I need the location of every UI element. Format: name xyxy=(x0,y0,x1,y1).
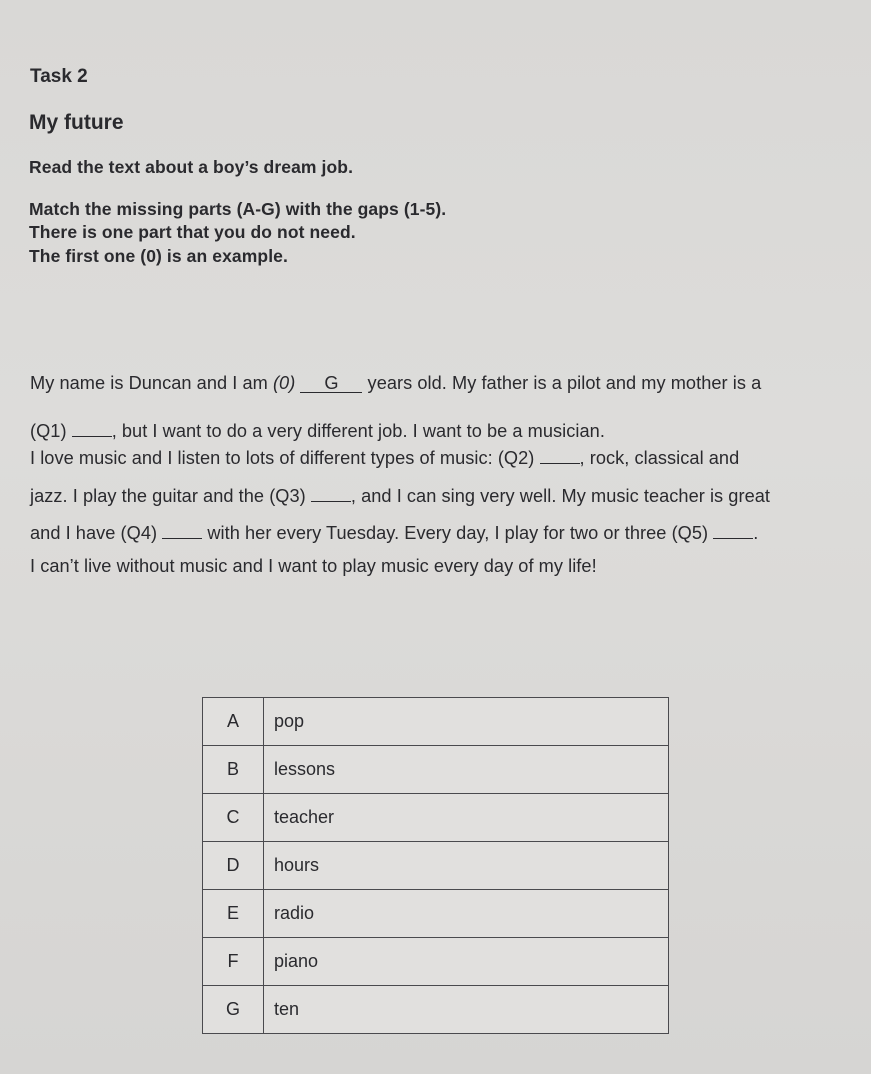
text-line-6: I can’t live without music and I want to play music every day of my life! xyxy=(30,556,597,576)
page-title: My future xyxy=(29,111,124,134)
options-table xyxy=(202,697,669,1034)
option-letter: G xyxy=(203,986,264,1034)
answer-gap-1[interactable] xyxy=(72,419,112,437)
instruction-4: The first one (0) is an example. xyxy=(29,246,288,266)
option-letter: F xyxy=(203,938,264,986)
option-row-c xyxy=(203,794,669,842)
option-word: teacher xyxy=(264,794,669,842)
option-word: lessons xyxy=(264,746,669,794)
option-letter: D xyxy=(203,842,264,890)
option-letter: A xyxy=(203,698,264,746)
option-letter: E xyxy=(203,890,264,938)
gap-label-0: (0) xyxy=(272,373,296,393)
option-word: ten xyxy=(264,986,669,1034)
option-word: piano xyxy=(264,938,669,986)
text-line-5: and I have (Q4) with her every Tuesday. Every day, I play for two or three (Q5) . xyxy=(30,523,759,543)
example-gap: G xyxy=(300,375,362,393)
answer-gap-5[interactable] xyxy=(713,521,753,539)
instruction-3: There is one part that you do not need. xyxy=(29,222,356,242)
answer-gap-4[interactable] xyxy=(162,521,202,539)
option-row-b xyxy=(203,746,669,794)
task-label: Task 2 xyxy=(30,66,88,87)
instruction-2: Match the missing parts (A-G) with the gaps (1-5). xyxy=(29,199,447,219)
gap-label-1: (Q1) xyxy=(30,421,67,441)
answer-gap-3[interactable] xyxy=(311,484,351,502)
text-line-3: I love music and I listen to lots of different types of music: (Q2) , rock, classical and xyxy=(30,448,740,468)
gap-label-3: (Q3) xyxy=(269,486,306,506)
text-line-2: (Q1) , but I want to do a very different job. I want to be a musician. xyxy=(30,421,605,441)
instruction-1: Read the text about a boy’s dream job. xyxy=(29,157,354,177)
option-row-f xyxy=(203,938,669,986)
option-row-d xyxy=(203,842,669,890)
gap-label-4: (Q4) xyxy=(120,523,158,543)
option-word: radio xyxy=(264,890,669,938)
option-letter: C xyxy=(203,794,264,842)
text-line-1: My name is Duncan and I am (0) G years old. My father is a pilot and my mother is a xyxy=(30,373,762,393)
option-word: hours xyxy=(264,842,669,890)
answer-gap-2[interactable] xyxy=(540,446,580,464)
option-letter: B xyxy=(203,746,264,794)
option-row-a xyxy=(203,698,669,746)
option-row-e xyxy=(203,890,669,938)
gap-label-2: (Q2) xyxy=(497,448,535,468)
gap-label-5: (Q5) xyxy=(671,523,709,543)
option-word: pop xyxy=(264,698,669,746)
text-line-4: jazz. I play the guitar and the (Q3) , and I can sing very well. My music teacher is great xyxy=(30,486,770,506)
option-row-g xyxy=(203,986,669,1034)
